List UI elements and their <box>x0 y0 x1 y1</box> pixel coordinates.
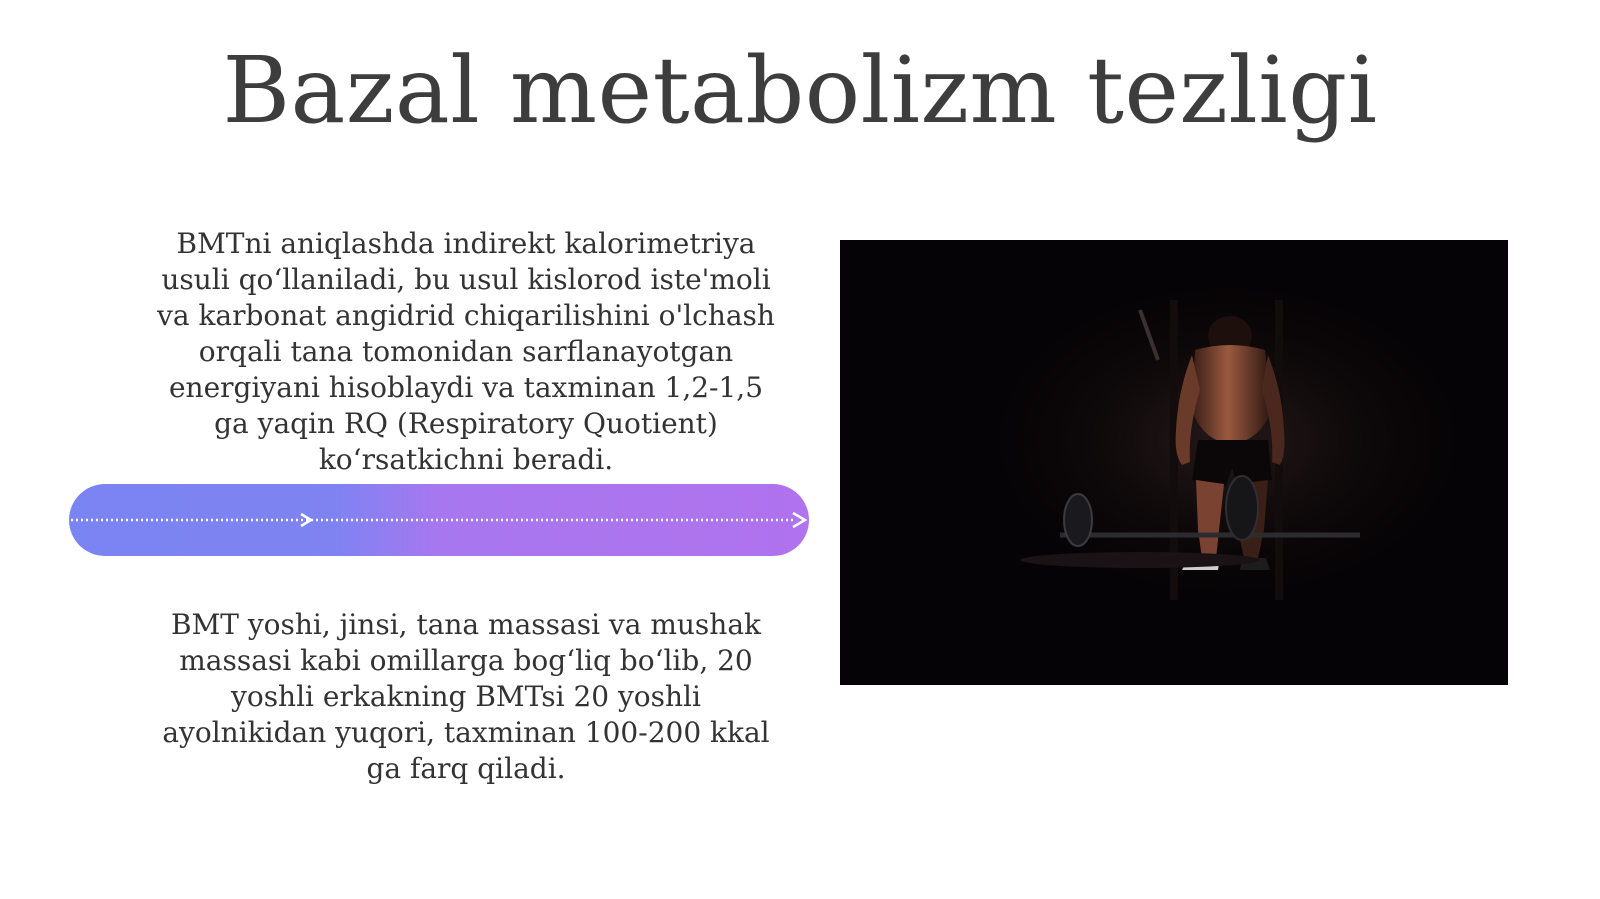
dotted-arrow-icon <box>69 484 809 556</box>
timeline-arrow-bar <box>69 484 809 556</box>
weightlifter-image-icon <box>840 240 1508 685</box>
weightlifter-photo <box>840 240 1508 685</box>
slide-title: Bazal metabolizm tezligi <box>222 37 1378 144</box>
paragraph-measurement: BMTni aniqlashda indirekt kalorimetriya usuli qoʻllaniladi, bu usul kislorod iste'moli va karbonat angidrid chiqarilishini o'lchash orqali tana tomonidan sarflanayotgan energiyani hisoblaydi va taxminan 1,2-1,5 ga yaqin RQ (Respiratory Quotient) koʻrsatkichni beradi. <box>157 227 775 476</box>
paragraph-factors: BMT yoshi, jinsi, tana massasi va mushak massasi kabi omillarga bogʻliq boʻlib, 20 yoshli erkakning BMTsi 20 yoshli ayolnikidan yuqori, taxminan 100-200 kkal ga farq qiladi. <box>162 608 770 785</box>
